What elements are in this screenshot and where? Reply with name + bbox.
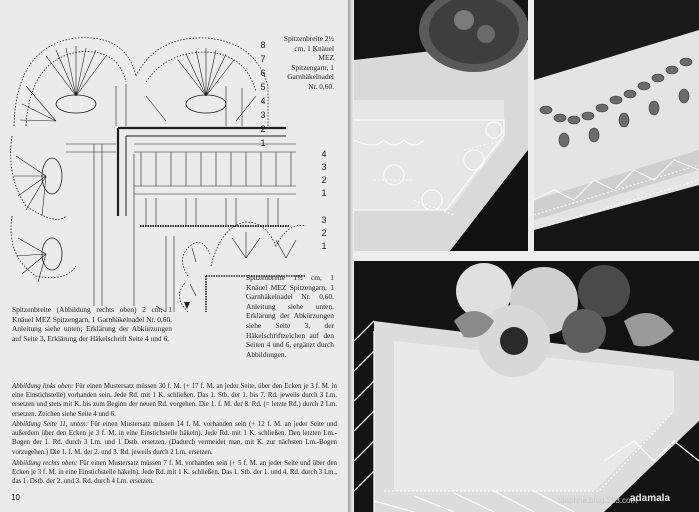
instruction-heading: Abbildung rechts oben:: [12, 460, 78, 467]
photo-flowers-lace-cloth: [354, 261, 699, 512]
instruction-text: Für einen Mustersatz müssen 7 f. M. vorhanden sein (+ 5 f. M. an jeder Seite und über den Ecken je 3 f. M. in eine Einstichstelle häkeln). Jede Rd. mit 1 K. schließen. Das 1. Stb. der 1. und 4. Rd. durch 3 Lm., das 1. Dstb. der 2. und 3. Rd. durch 4 Lm. ersetzen.: [12, 460, 337, 486]
photo-handkerchief-corner: [354, 0, 528, 251]
lace-photo-image: [354, 0, 528, 251]
instruction-block: [12, 459, 337, 487]
lace-photo-image: [354, 261, 699, 512]
instruction-text: Für einen Mustersatz müssen 30 f. M. (+ 17 f. M. an jeder Seite, über den Ecken je 3 f. M. in eine Einstichstelle) vorhanden sein. Jede Rd. mit 1 K. schließen. Das 1. Stb. der 1. bis 7. Rd. jeweils durch 3 Lm. ersetzen und stets mit K. bis zum Beginn der neuen Rd. vorgehen. Die 1. f. M. der 8. Rd. (= letzte Rd.) durch 2 Lm. ersetzen. Zeichen siehe Seite 4 und 6.: [12, 383, 338, 418]
instruction-block: [12, 420, 337, 457]
page-number: 10: [11, 493, 20, 502]
row-number: 5: [260, 82, 266, 92]
row-number: 1: [260, 138, 266, 148]
row-number: 3: [260, 110, 266, 120]
row-number: 1: [321, 241, 327, 251]
row-number: 7: [260, 54, 266, 64]
row-number: 3: [321, 215, 327, 225]
row-number: 8: [260, 40, 266, 50]
row-number: 4: [321, 149, 327, 159]
right-page: [354, 0, 699, 512]
instruction-block: [12, 382, 337, 419]
lace-photo-image: [534, 0, 699, 251]
row-number: 2: [260, 124, 266, 134]
instruction-heading: Abbildung Seite 11, unten:: [12, 421, 88, 428]
row-numbers-middle: [319, 148, 329, 200]
caption-middle-right: Spitzenbreite 1½ cm, 1 Knäuel MEZ Spitzengarn, 1 Garnhäkelnadel Nr. 0,60. Anleitung siehe unten. Erklärung der Abkürzungen siehe Seite 3, der Häkelschriftzeichen auf den Seiten 4 und 6, ergänzt durch Abbildungen.: [246, 273, 334, 359]
row-number: 4: [260, 96, 266, 106]
watermark-name: adamala: [630, 493, 671, 504]
instruction-text: Für einen Mustersatz müssen 14 f. M. vorhanden sein (+ 12 f. M. an jeder Seite und außerdem über den Ecken je 3 f. M. in eine Einstichstelle häkeln). Jede Rd. mit 1 K. schließen. Den letzten Lm.-Bogen der 1. Rd. durch 3 Lm. und 1 Dstb. ersetzen. (Dadurch vermeidet man, mit K. zur nächsten Lm.-Bogen vorzugehen.) Die 1. f. M. der 2. und 3. Rd. jeweils durch 2 Lm. ersetzen.: [12, 421, 337, 456]
row-number: 2: [321, 175, 327, 185]
row-number: 3: [321, 162, 327, 172]
row-number: 6: [260, 68, 266, 78]
watermark-blog: tdaphne.blog.163.com: [558, 496, 638, 505]
row-number: 1: [321, 188, 327, 198]
row-numbers-lower: [319, 214, 329, 253]
row-numbers-top: [258, 38, 268, 150]
caption-top-right: Spitzenbreite 2½ cm, 1 Knäuel MEZ Spitzengarn, 1 Garnhäkelnadel Nr. 0,60.: [283, 34, 334, 91]
left-page: [0, 0, 348, 512]
photo-beaded-edging: [534, 0, 699, 251]
caption-left: Spitzenbreite (Abbildung rechts oben) 2 cm; 1 Knäuel MEZ Spitzengarn, 1 Garnhäkelnadel Nr. 0,60. Anleitung siehe unten; Erklärung der Abkürzungen auf Seite 3, Erklärung der Häkelschrift Seite 4 und 6.: [12, 305, 172, 343]
row-number: 2: [321, 228, 327, 238]
instruction-heading: Abbildung links oben:: [12, 383, 74, 390]
